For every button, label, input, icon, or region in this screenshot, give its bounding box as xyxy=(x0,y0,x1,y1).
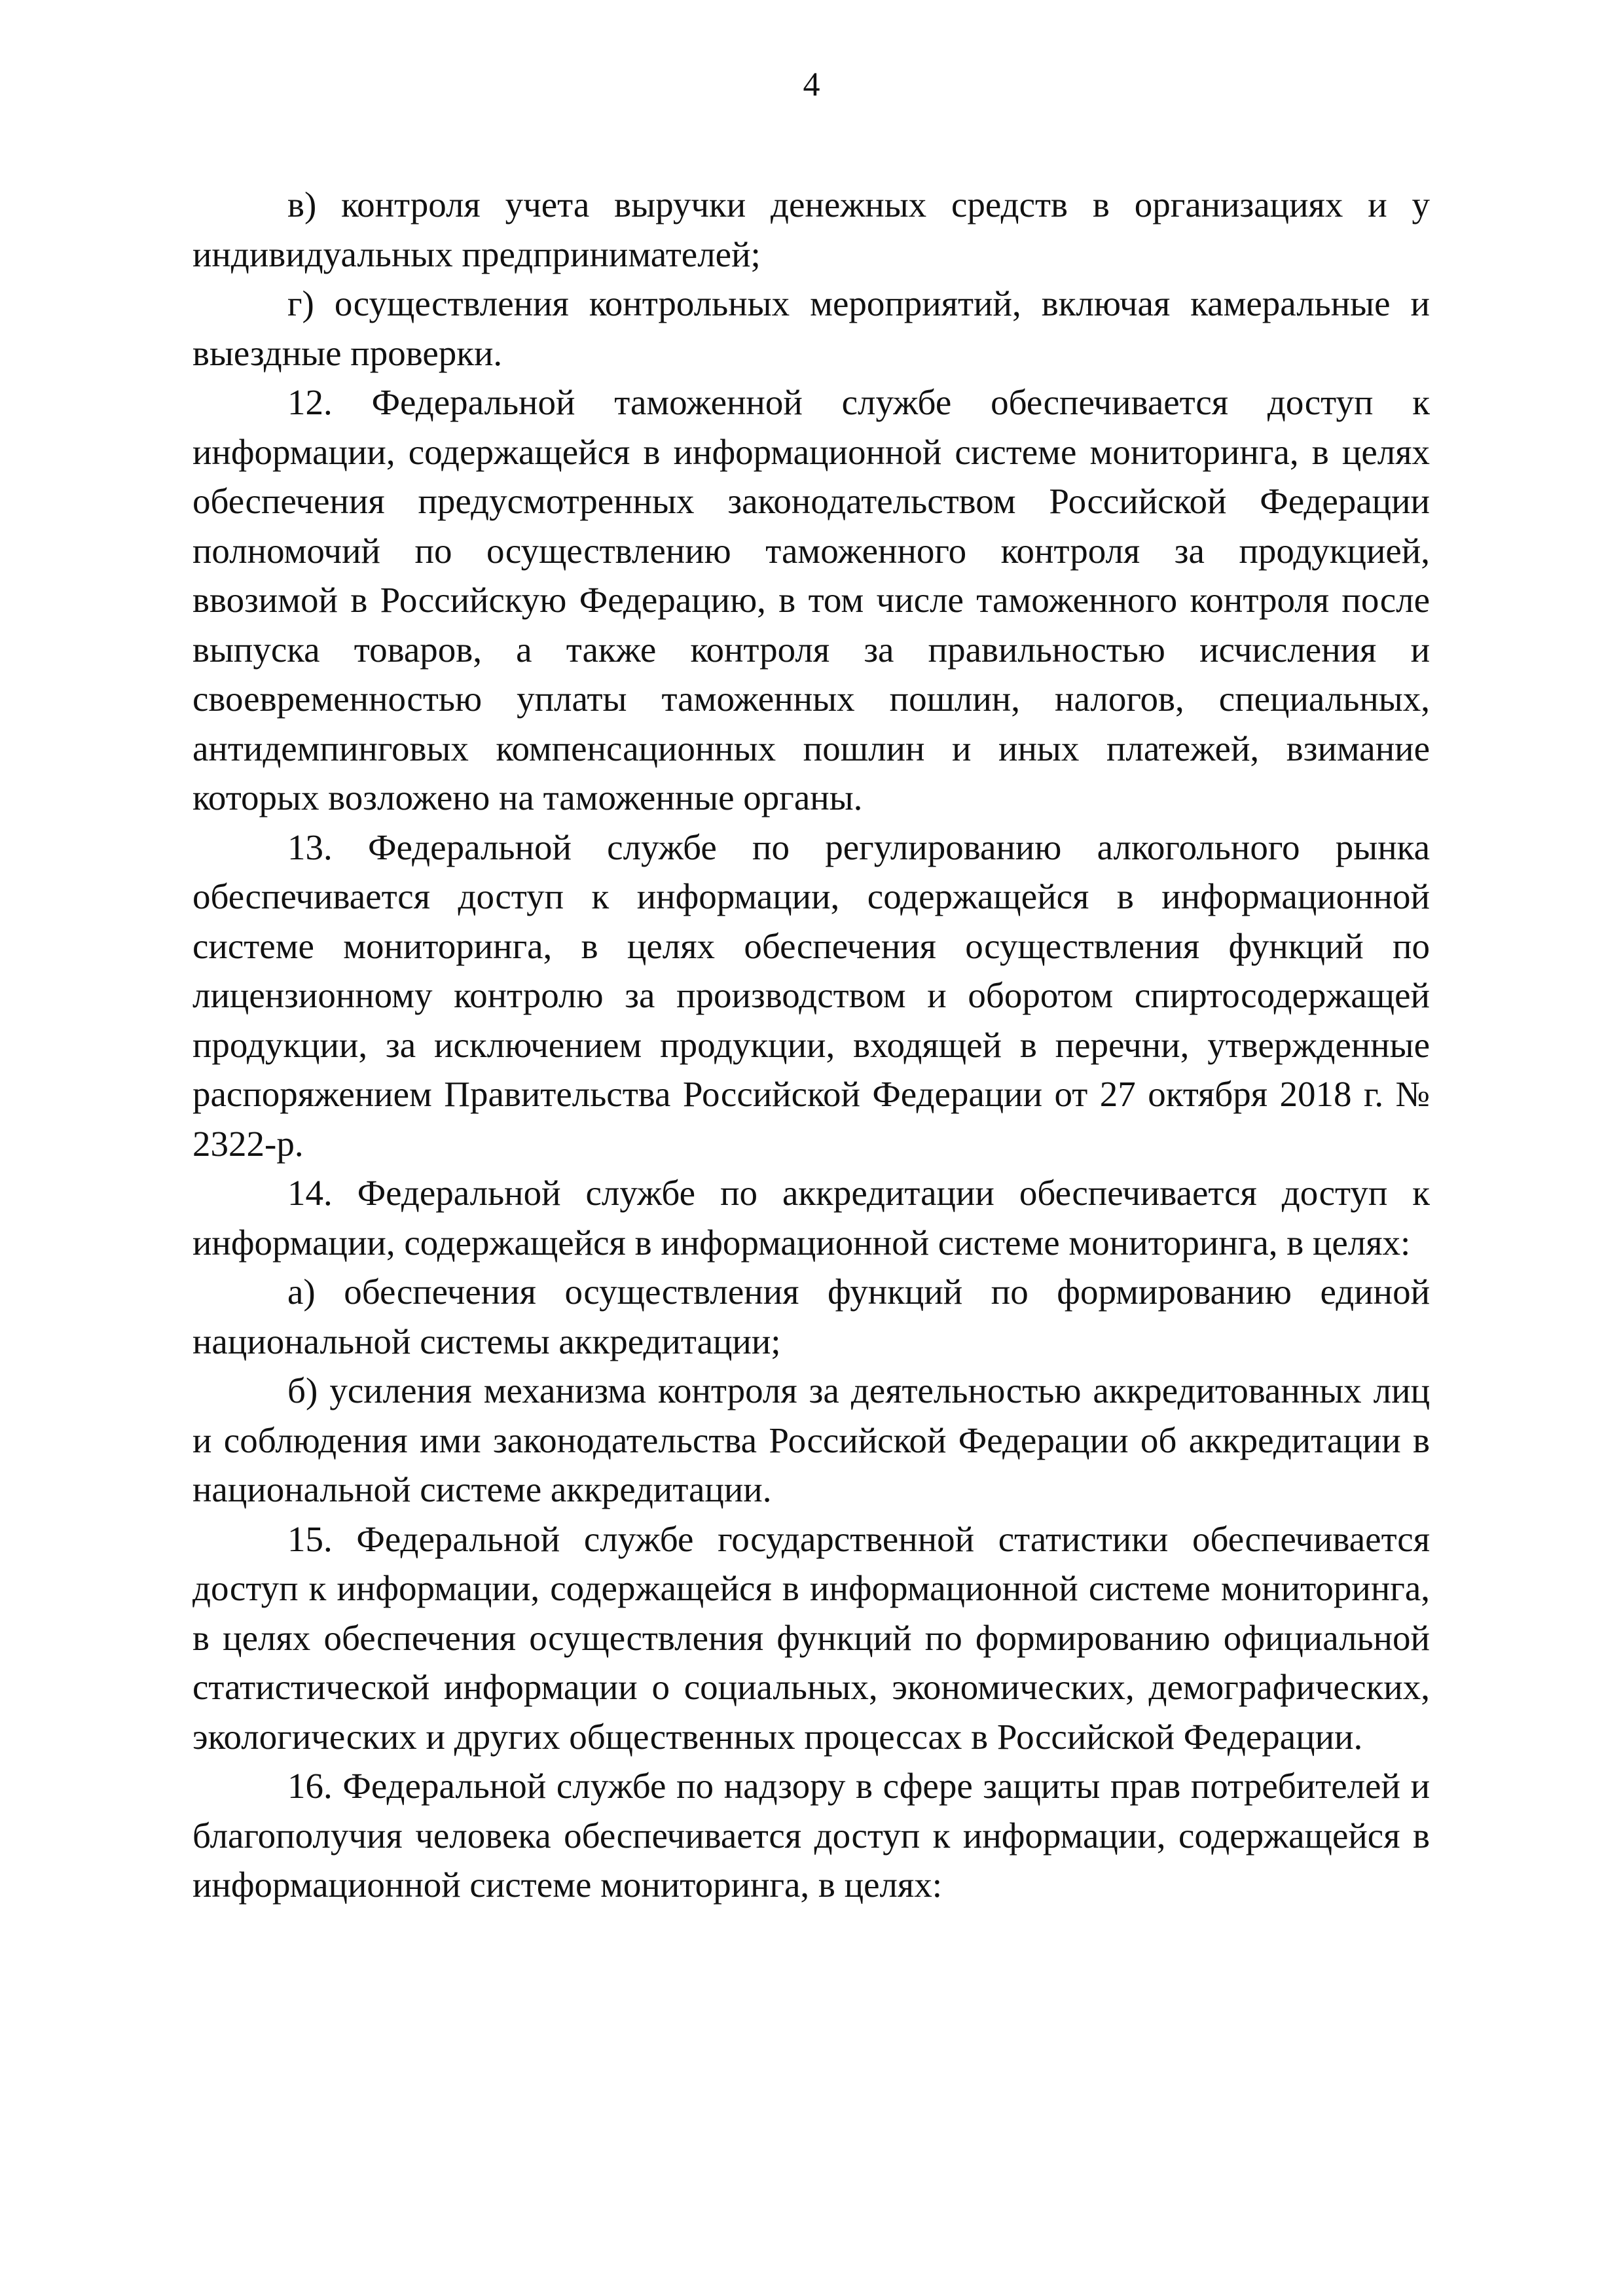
page-number: 4 xyxy=(803,66,820,103)
paragraph-item-b: б) усиления механизма контроля за деятельностью аккредитованных лиц и соблюдения ими законодательства Российской Федерации об аккредитации в национальной системе аккредитации. xyxy=(192,1371,1430,1509)
paragraph-12: 12. Федеральной таможенной службе обеспечивается доступ к информации, содержащейся в информационной системе мониторинга, в целях обеспечения предусмотренных законодательством Российской Федерации полномочий по осуществлению таможенного контроля за продукцией, ввозимой в Российскую Федерацию, в том числе таможенного контроля после выпуска товаров, а также контроля за правильностью исчисления и своевременностью уплаты таможенных пошлин, налогов, специальных, антидемпинговых компенсационных пошлин и иных платежей, взимание которых возложено на таможенные органы. xyxy=(192,382,1430,817)
paragraph-13: 13. Федеральной службе по регулированию алкогольного рынка обеспечивается доступ к информации, содержащейся в информационной системе мониторинга, в целях обеспечения осуществления функций по лицензионному контролю за производством и оборотом спиртосодержащей продукции, за исключением продукции, входящей в перечни, утвержденные распоряжением Правительства Российской Федерации от 27 октября 2018 г. № 2322-р. xyxy=(192,827,1430,1164)
paragraph-item-g: г) осуществления контрольных мероприятий, включая камеральные и выездные проверки. xyxy=(192,283,1430,373)
document-body xyxy=(192,180,1430,1910)
paragraph-15: 15. Федеральной службе государственной статистики обеспечивается доступ к информации, содержащейся в информационной системе мониторинга, в целях обеспечения осуществления функций по формированию официальной статистической информации о социальных, экономических, демографических, экологических и других общественных процессах в Российской Федерации. xyxy=(192,1518,1430,1757)
paragraph-14: 14. Федеральной службе по аккредитации обеспечивается доступ к информации, содержащейся в информационной системе мониторинга, в целях: xyxy=(192,1173,1430,1263)
paragraph-item-v: в) контроля учета выручки денежных средств в организациях и у индивидуальных предпринимателей; xyxy=(192,185,1430,274)
paragraph-16: 16. Федеральной службе по надзору в сфере защиты прав потребителей и благополучия человека обеспечивается доступ к информации, содержащейся в информационной системе мониторинга, в целях: xyxy=(192,1766,1430,1905)
paragraph-item-a: а) обеспечения осуществления функций по формированию единой национальной системы аккредитации; xyxy=(192,1272,1430,1361)
